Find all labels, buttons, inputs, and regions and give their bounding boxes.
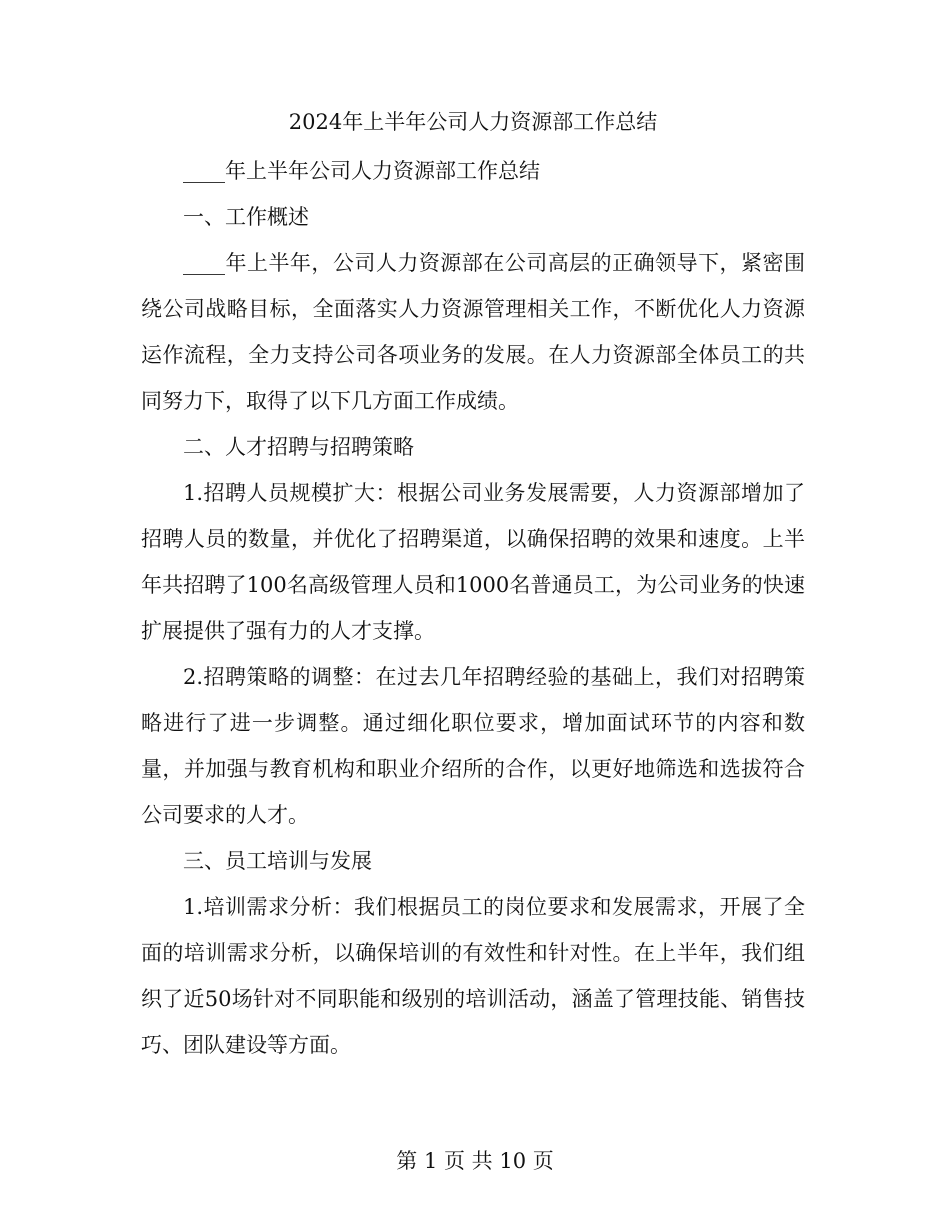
document-title: 2024年上半年公司人力资源部工作总结 (288, 110, 658, 134)
section-heading-recruitment: 二、人才招聘与招聘策略 (183, 435, 414, 459)
section-heading-training: 三、员工培训与发展 (183, 849, 372, 873)
paragraph-recruitment-scale: 1.招聘人员规模扩大：根据公司业务发展需要，人力资源部增加了招聘人员的数量，并优化了招聘渠道，以确保招聘的效果和速度。上半年共招聘了100名高级管理人员和1000名普通员工，为公司业务的快速扩展提供了强有力的人才支撑。 (141, 481, 805, 643)
document-body (141, 102, 805, 1068)
page-number-footer: 第 1 页 共 10 页 (396, 1149, 554, 1173)
paragraph-training-needs: 1.培训需求分析：我们根据员工的岗位要求和发展需求，开展了全面的培训需求分析，以确保培训的有效性和针对性。在上半年，我们组织了近50场针对不同职能和级别的培训活动，涵盖了管理技能、销售技巧、团队建设等方面。 (141, 895, 805, 1057)
paragraph-subtitle: ____年上半年公司人力资源部工作总结 (183, 159, 540, 183)
paragraph-overview: ____年上半年，公司人力资源部在公司高层的正确领导下，紧密围绕公司战略目标，全面落实人力资源管理相关工作，不断优化人力资源运作流程，全力支持公司各项业务的发展。在人力资源部全体员工的共同努力下，取得了以下几方面工作成绩。 (141, 251, 805, 413)
paragraph-recruitment-strategy: 2.招聘策略的调整：在过去几年招聘经验的基础上，我们对招聘策略进行了进一步调整。通过细化职位要求，增加面试环节的内容和数量，并加强与教育机构和职业介绍所的合作，以更好地筛选和选拔符合公司要求的人才。 (141, 665, 805, 827)
section-heading-overview: 一、工作概述 (183, 205, 309, 229)
